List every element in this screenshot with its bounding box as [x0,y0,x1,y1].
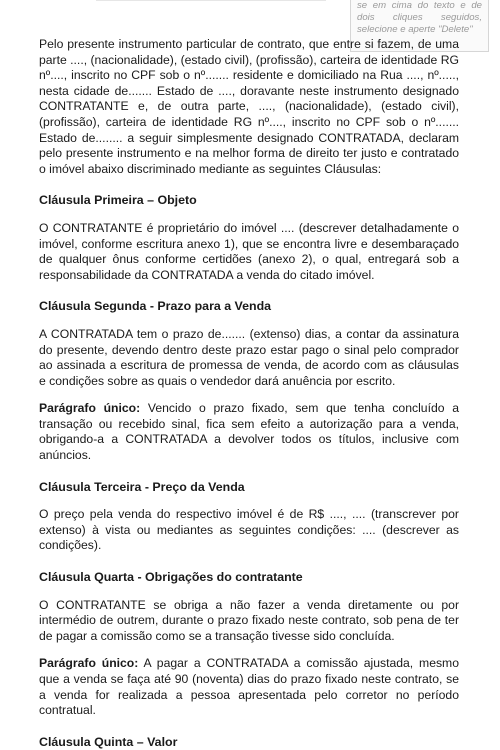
clause-2-paragraph-label: Parágrafo único: [39,401,141,416]
contract-body [39,37,459,750]
clause-4-text: O CONTRATANTE se obriga a não fazer a venda diretamente ou por intermédio de outrem, durante o prazo fixado neste contrato, sob pena de ter de pagar a comissão como se a transação tivesse sido concluída. [39,597,459,643]
tooltip-text: se em cima do texto e de dois cliques seguidos, selecione e aperte "Delete" [357,0,482,35]
top-divider [96,0,326,5]
clause-5-title: Cláusula Quinta – Valor [39,734,178,749]
clause-3-text: O preço pela venda do respectivo imóvel é de R$ ...., .... (transcrever por extenso) à vista ou mediantes as seguintes condições: .... (descrever as condições). [39,507,459,553]
clause-4-title: Cláusula Quarta - Obrigações do contratante [39,570,303,585]
clause-4-paragraph-label: Parágrafo único: [39,656,139,671]
clause-1-text: O CONTRATANTE é proprietário do imóvel .... (descrever detalhadamente o imóvel, conforme escritura anexo 1), que se encontra livre e desembaraçado de qualquer ônus conforme certidões (anexo 2), o qual, entregará sob a responsabilidade da CONTRATADA a venda do citado imóvel. [39,220,459,282]
clause-2-text: A CONTRATADA tem o prazo de....... (extenso) dias, a contar da assinatura do presente, devendo dentro deste prazo estar pago o sinal pelo comprador ao assinada a escritura de promessa de venda, de acordo com as cláusulas e condições sobre as quais o vendedor dará anuência por escrito. [39,326,459,388]
clause-4-paragraph-text: A pagar a CONTRATADA a comissão ajustada, mesmo que a venda se faça até 90 (noventa) dias do prazo fixado neste contrato, se a venda for realizada a pessoa apresentada pelo corretor no período contratual. [39,656,459,718]
clause-2-paragraph-text: Vencido o prazo fixado, sem que tenha concluído a transação ou recebido sinal, fica sem efeito a autorização para a venda, obrigando-a a CONTRATADA a devolver todos os títulos, inclusive com anúncios. [39,401,460,463]
clause-4-paragraph [39,656,459,718]
clause-2-paragraph [39,401,459,463]
clause-2-title: Cláusula Segunda - Prazo para a Venda [39,299,272,314]
clause-3-title: Cláusula Terceira - Preço da Venda [39,479,245,494]
intro-paragraph: Pelo presente instrumento particular de contrato, que entre si fazem, de uma parte ...., (nacionalidade), (estado civil), (profissão), carteira de identidade RG nº...., inscrito no CPF sob o nº....... residente e domiciliado na Rua ...., nº....., nesta cidade de....... Estado de ...., doravante neste instrumento designado CONTRATANTE e, de outra parte, ...., (nacionalidade), (estado civil), (profissão), carteira de identidade RG nº...., inscrito no CPF sob o nº....... Estado de........ a seguir simplesmente designado CONTRATADA, declaram pelo presente instrumento e na melhor forma de direito ter justo e contratado o imóvel abaixo discriminado mediante as seguintes Cláusulas: [39,37,459,176]
clause-1-title: Cláusula Primeira – Objeto [39,193,197,208]
